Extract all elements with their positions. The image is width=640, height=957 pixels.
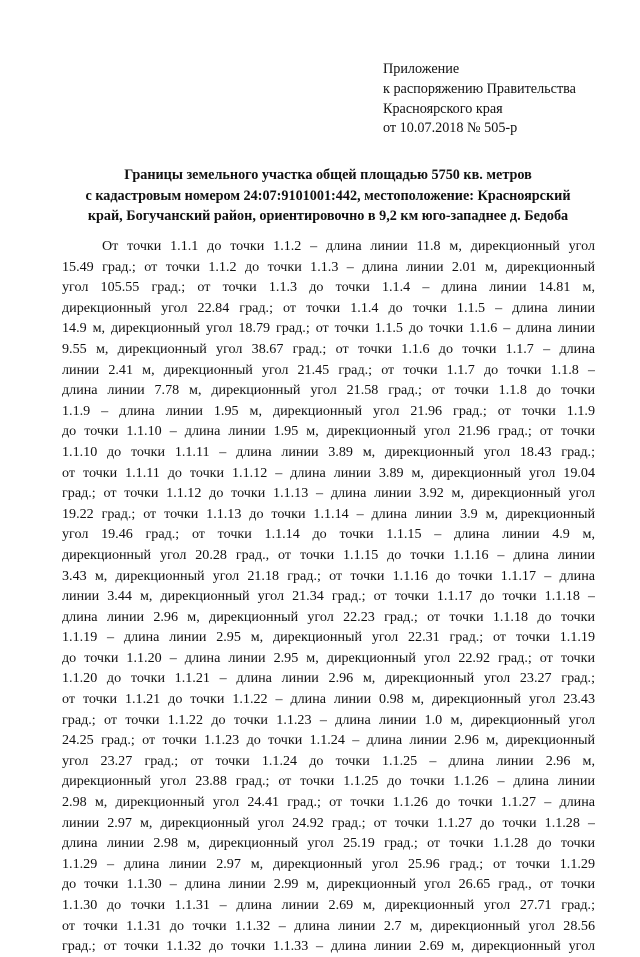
body-text-line: 24.25 град.; от точки 1.1.23 до точки 1.1.24 – длина линии 2.96 м, дирекционный: [62, 732, 595, 749]
appendix-heading: Приложение: [383, 61, 460, 77]
body-text-line: линии 3.44 м, дирекционный угол 21.34 град.; от точки 1.1.17 до точки 1.1.18 –: [62, 588, 595, 605]
boundary-description-text: [62, 236, 595, 957]
body-text-line: дирекционный угол 22.84 град.; от точки 1.1.4 до точки 1.1.5 – длина линии: [62, 299, 595, 316]
body-text-line: длина линии 2.98 м, дирекционный угол 25.19 град.; от точки 1.1.28 до точки: [62, 835, 595, 852]
body-text-line: дирекционный угол 20.28 град., от точки 1.1.15 до точки 1.1.16 – длина линии: [62, 546, 595, 563]
appendix-order-reference: к распоряжению Правительства: [383, 80, 576, 97]
body-text-line: 1.1.20 до точки 1.1.21 – длина линии 2.96 м, дирекционный угол 23.27 град.;: [62, 670, 595, 687]
body-text-line: до точки 1.1.20 – длина линии 2.95 м, дирекционный угол 22.92 град.; от точки: [62, 649, 595, 666]
body-text-line: 1.1.19 – длина линии 2.95 м, дирекционный угол 22.31 град.; от точки 1.1.19: [62, 629, 595, 646]
body-text-line: град.; от точки 1.1.22 до точки 1.1.23 – длина линии 1.0 м, дирекционный угол: [62, 711, 595, 728]
body-text-line: от точки 1.1.21 до точки 1.1.22 – длина линии 0.98 м, дирекционный угол 23.43: [62, 691, 595, 708]
appendix-date-number: от 10.07.2018 № 505-р: [383, 120, 518, 137]
appendix-region: Красноярского края: [383, 100, 503, 117]
body-text-line: град.; от точки 1.1.32 до точки 1.1.33 – длина линии 2.69 м, дирекционный угол: [62, 938, 595, 955]
body-text-line: угол 19.46 град.; от точки 1.1.14 до точки 1.1.15 – длина линии 4.9 м,: [62, 526, 595, 543]
body-text-line: 1.1.9 – длина линии 1.95 м, дирекционный угол 21.96 град.; от точки 1.1.9: [62, 402, 595, 419]
body-text-line: линии 2.41 м, дирекционный угол 21.45 град.; от точки 1.1.7 до точки 1.1.8 –: [62, 361, 595, 378]
document-title: [48, 165, 608, 227]
body-text-line: 19.22 град.; от точки 1.1.13 до точки 1.1.14 – длина линии 3.9 м, дирекционный: [62, 505, 595, 522]
body-text-line: 9.55 м, дирекционный угол 38.67 град.; от точки 1.1.6 до точки 1.1.7 – длина: [62, 340, 595, 357]
body-text-line: угол 105.55 град.; от точки 1.1.3 до точки 1.1.4 – длина линии 14.81 м,: [62, 279, 595, 296]
body-text-line: длина линии 7.78 м, дирекционный угол 21.58 град.; от точки 1.1.8 до точки: [62, 382, 595, 399]
body-text-line: от точки 1.1.31 до точки 1.1.32 – длина линии 2.7 м, дирекционный угол 28.56: [62, 917, 595, 934]
body-text-line: 15.49 град.; от точки 1.1.2 до точки 1.1.3 – длина линии 2.01 м, дирекционный: [62, 258, 595, 275]
title-line: Границы земельного участка общей площадью 5750 кв. метров: [124, 167, 532, 183]
appendix-block: [383, 60, 633, 139]
title-line: с кадастровым номером 24:07:9101001:442, местоположение: Красноярский: [85, 187, 571, 204]
body-text-line: линии 2.97 м, дирекционный угол 24.92 град.; от точки 1.1.27 до точки 1.1.28 –: [62, 814, 595, 831]
body-text-line: 1.1.10 до точки 1.1.11 – длина линии 3.89 м, дирекционный угол 18.43 град.;: [62, 443, 595, 460]
body-text-line: 1.1.30 до точки 1.1.31 – длина линии 2.69 м, дирекционный угол 27.71 град.;: [62, 897, 595, 913]
body-text-line: От точки 1.1.1 до точки 1.1.2 – длина линии 11.8 м, дирекционный угол: [102, 238, 595, 254]
body-text-line: дирекционный угол 23.88 град.; от точки 1.1.25 до точки 1.1.26 – длина линии: [62, 773, 595, 790]
body-text-line: 2.98 м, дирекционный угол 24.41 град.; от точки 1.1.26 до точки 1.1.27 – длина: [62, 794, 595, 811]
body-text-line: 3.43 м, дирекционный угол 21.18 град.; от точки 1.1.16 до точки 1.1.17 – длина: [62, 567, 595, 584]
body-text-line: от точки 1.1.11 до точки 1.1.12 – длина линии 3.89 м, дирекционный угол 19.04: [62, 464, 595, 481]
body-text-line: до точки 1.1.30 – длина линии 2.99 м, дирекционный угол 26.65 град., от точки: [62, 876, 595, 893]
body-text-line: 14.9 м, дирекционный угол 18.79 град.; от точки 1.1.5 до точки 1.1.6 – длина линии: [62, 320, 595, 337]
title-line: край, Богучанский район, ориентировочно в 9,2 км юго-западнее д. Бедоба: [87, 208, 569, 224]
body-text-line: град.; от точки 1.1.12 до точки 1.1.13 – длина линии 3.92 м, дирекционный угол: [62, 485, 595, 502]
body-text-line: угол 23.27 град.; от точки 1.1.24 до точки 1.1.25 – длина линии 2.96 м,: [62, 752, 595, 769]
body-text-line: 1.1.29 – длина линии 2.97 м, дирекционный угол 25.96 град.; от точки 1.1.29: [62, 855, 595, 872]
body-text-line: до точки 1.1.10 – длина линии 1.95 м, дирекционный угол 21.96 град.; от точки: [62, 423, 595, 440]
body-text-line: длина линии 2.96 м, дирекционный угол 22.23 град.; от точки 1.1.18 до точки: [62, 608, 595, 625]
